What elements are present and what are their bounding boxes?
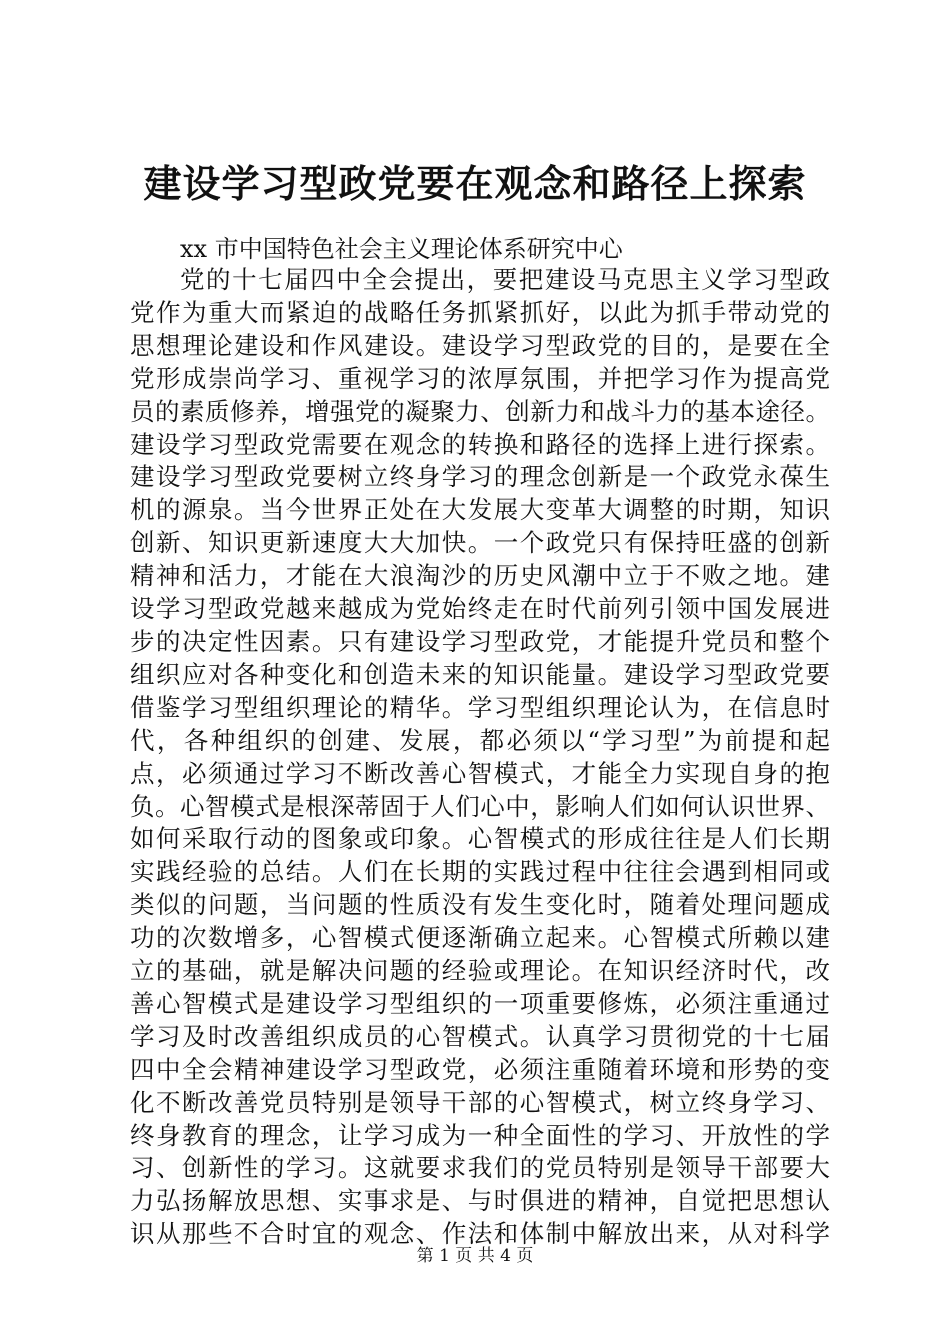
document-title: 建设学习型政党要在观念和路径上探索 [143,161,807,206]
body-line: 借鉴学习型组织理论的精华。学习型组织理论认为，在信息时 [130,692,830,722]
body-line: 步的决定性因素。只有建设学习型政党，才能提升党员和整个 [130,626,830,656]
body-line: 功的次数增多，心智模式便逐渐确立起来。心智模式所赖以建 [130,923,830,953]
body-line: 精神和活力，才能在大浪淘沙的历史风潮中立于不败之地。建 [130,561,830,591]
body-line: 识从那些不合时宜的观念、作法和体制中解放出来，从对科学 [130,1219,830,1249]
author-byline: xx 市中国特色社会主义理论体系研究中心 [180,235,623,263]
body-line: 设学习型政党越来越成为党始终走在时代前列引领中国发展进 [130,594,830,624]
page-footer: 第 1 页 共 4 页 [416,1246,534,1266]
body-line: 力弘扬解放思想、实事求是、与时俱进的精神，自觉把思想认 [130,1186,830,1216]
body-line: 党形成崇尚学习、重视学习的浓厚氛围，并把学习作为提高党 [130,363,830,393]
body-line: 点，必须通过学习不断改善心智模式，才能全力实现自身的抱 [130,758,830,788]
body-line: 立的基础，就是解决问题的经验或理论。在知识经济时代，改 [130,956,830,986]
body-line: 习、创新性的学习。这就要求我们的党员特别是领导干部要大 [130,1153,830,1183]
body-line: 负。心智模式是根深蒂固于人们心中，影响人们如何认识世界、 [130,791,830,821]
body-line: 员的素质修养，增强党的凝聚力、创新力和战斗力的基本途径。 [130,396,830,426]
body-line: 组织应对各种变化和创造未来的知识能量。建设学习型政党要 [130,659,830,689]
body-line: 终身教育的理念，让学习成为一种全面性的学习、开放性的学 [130,1120,830,1150]
body-line: 善心智模式是建设学习型组织的一项重要修炼，必须注重通过 [130,988,830,1018]
body-line: 类似的问题，当问题的性质没有发生变化时，随着处理问题成 [130,890,830,920]
body-line: 四中全会精神建设学习型政党，必须注重随着环境和形势的变 [130,1054,830,1084]
body-line: 如何采取行动的图象或印象。心智模式的形成往往是人们长期 [130,824,830,854]
body-line: 代，各种组织的创建、发展，都必须以“学习型”为前提和起 [130,725,830,755]
body-text [130,264,830,1251]
body-line: 实践经验的总结。人们在长期的实践过程中往往会遇到相同或 [130,857,830,887]
body-line: 建设学习型政党要树立终身学习的理念创新是一个政党永葆生 [130,462,830,492]
body-line: 建设学习型政党需要在观念的转换和路径的选择上进行探索。 [130,429,830,459]
body-line: 党作为重大而紧迫的战略任务抓紧抓好，以此为抓手带动党的 [130,297,830,327]
body-line: 学习及时改善组织成员的心智模式。认真学习贯彻党的十七届 [130,1021,830,1051]
body-line: 化不断改善党员特别是领导干部的心智模式，树立终身学习、 [130,1087,830,1117]
body-line: 创新、知识更新速度大大加快。一个政党只有保持旺盛的创新 [130,528,830,558]
body-line: 党的十七届四中全会提出，要把建设马克思主义学习型政 [180,265,830,294]
body-line: 思想理论建设和作风建设。建设学习型政党的目的，是要在全 [130,330,830,360]
body-line: 机的源泉。当今世界正处在大发展大变革大调整的时期，知识 [130,495,830,525]
